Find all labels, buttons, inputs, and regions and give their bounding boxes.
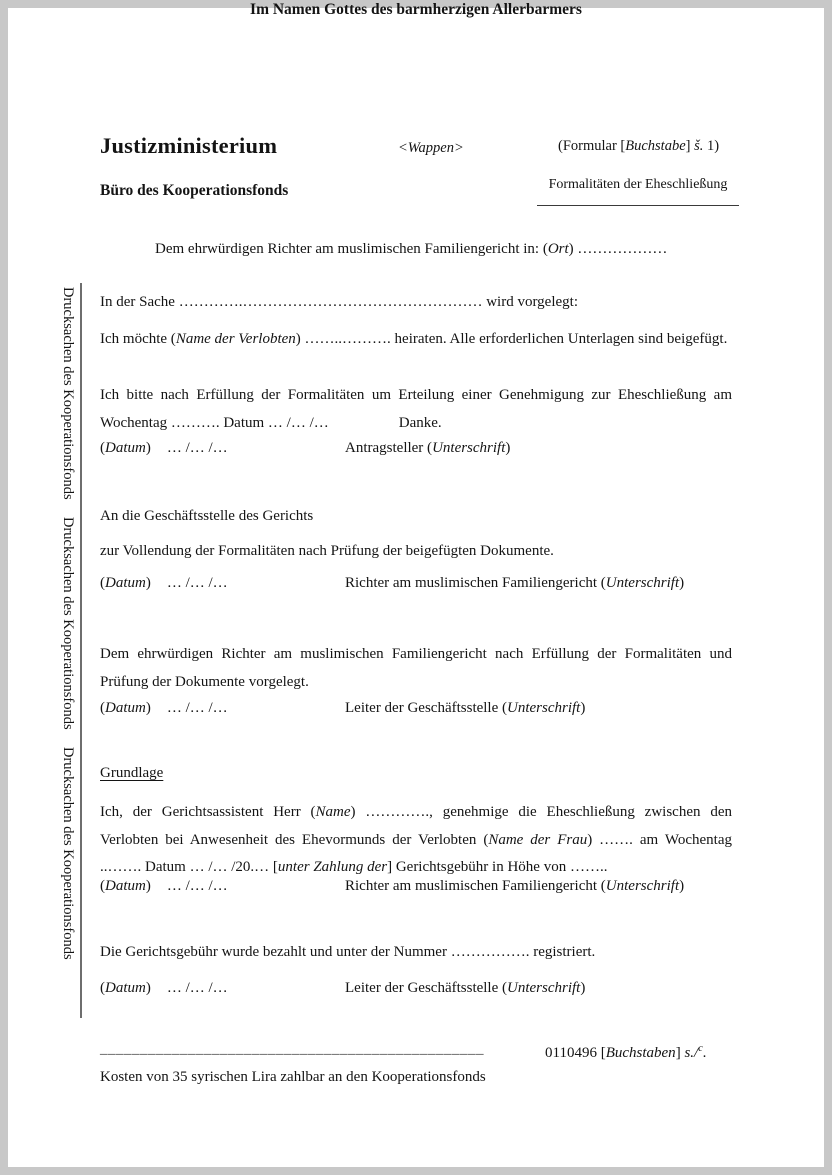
case-line: In der Sache ………….………………………………………… wird vorgelegt: bbox=[100, 294, 579, 310]
form-number: (Formular [Buchstabe] š. 1) bbox=[558, 138, 720, 154]
signatory-role: Richter am muslimischen Familiengericht (Unterschrift) bbox=[345, 575, 685, 591]
ministry-title: Justizministerium bbox=[100, 133, 278, 158]
invocation-line: Im Namen Gottes des barmherzigen Allerbarmers bbox=[250, 1, 582, 18]
fee-paid-line: Die Gerichtsgebühr wurde bezahlt und unter der Nummer ……………. registriert. bbox=[100, 944, 596, 960]
paragraph-marriage-request: Ich möchte (Name der Verlobten) ……..………. heiraten. Alle erforderlichen Unterlagen sind beigefügt. bbox=[100, 331, 728, 347]
subject-title: Formalitäten der Eheschließung bbox=[537, 176, 739, 206]
sidebar-rule bbox=[80, 283, 82, 1018]
signature-row-registrar bbox=[100, 699, 740, 718]
signature-row-registrar-2 bbox=[100, 979, 740, 998]
stamp-item: Drucksachen des Kooperationsfonds bbox=[60, 287, 76, 500]
sidebar-stamp-text bbox=[55, 287, 80, 987]
office-title: Büro des Kooperationsfonds bbox=[100, 182, 289, 199]
paragraph-submission: Dem ehrwürdigen Richter am muslimischen Familiengericht nach Erfüllung der Formalitäten und Prüfung der Dokumente vorgelegt. bbox=[100, 646, 732, 690]
signature-row-judge-2 bbox=[100, 877, 740, 896]
signature-row-judge bbox=[100, 574, 740, 593]
date-field: (Datum) … /… /… bbox=[100, 980, 228, 996]
paragraph-permission-request: Ich bitte nach Erfüllung der Formalitäten um Erteilung einer Genehmigung zur Eheschließung am Wochentag ………. Datum … /… /… Danke. bbox=[100, 387, 732, 431]
stamp-item: Drucksachen des Kooperationsfonds bbox=[60, 747, 76, 961]
date-field: (Datum) … /… /… bbox=[100, 878, 228, 894]
footer-cost-note: Kosten von 35 syrischen Lira zahlbar an den Kooperationsfonds bbox=[100, 1069, 486, 1085]
registry-address-line: An die Geschäftsstelle des Gerichts bbox=[100, 508, 314, 524]
signatory-role: Leiter der Geschäftsstelle (Unterschrift) bbox=[345, 980, 586, 996]
grundlage-heading: Grundlage bbox=[100, 765, 164, 781]
state-emblem-placeholder: <Wappen> bbox=[398, 140, 464, 156]
footer-serial-number: 0110496 [Buchstaben] s./$^c$. bbox=[545, 1043, 707, 1061]
paragraph-approval: Ich, der Gerichtsassistent Herr (Name) …………., genehmige die Eheschließung zwischen den Verlobten bei Anwesenheit des Ehevormunds der Verlobten (Name der Frau) ……. am Wochentag ..……. Datum … /… /20.… [unter Zahlung der] Gerichtsgebühr in Höhe von …….. bbox=[100, 804, 732, 875]
date-field: (Datum) … /… /… bbox=[100, 575, 228, 591]
registry-purpose-line: zur Vollendung der Formalitäten nach Prüfung der beigefügten Dokumente. bbox=[100, 543, 554, 559]
footer-fill-line: ________________________________________________ bbox=[100, 1041, 484, 1057]
date-field: (Datum) … /… /… bbox=[100, 700, 228, 716]
date-field: (Datum) … /… /… bbox=[100, 440, 228, 456]
signatory-role: Antragsteller (Unterschrift) bbox=[345, 440, 511, 456]
addressee-line: Dem ehrwürdigen Richter am muslimischen Familiengericht in: (Ort) ……………… bbox=[155, 241, 668, 257]
stamp-item: Drucksachen des Kooperationsfonds bbox=[60, 517, 76, 730]
signature-row-applicant bbox=[100, 439, 740, 458]
signatory-role: Leiter der Geschäftsstelle (Unterschrift) bbox=[345, 700, 586, 716]
signatory-role: Richter am muslimischen Familiengericht (Unterschrift) bbox=[345, 878, 685, 894]
